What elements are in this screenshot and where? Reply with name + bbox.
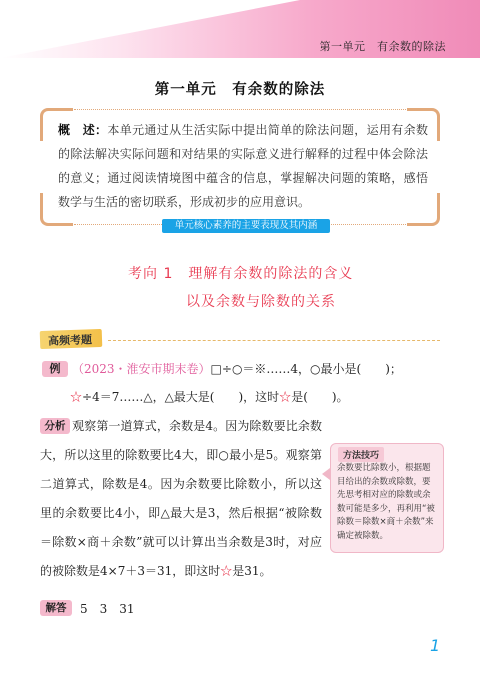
frequent-exam-badge xyxy=(40,329,103,349)
analysis-text-end: 是31。 xyxy=(232,564,272,578)
analysis-text-block xyxy=(40,412,322,586)
core-literacy-tab[interactable]: 单元核心素养的主要表现及其内涵 xyxy=(162,219,330,233)
example-badge: 例 xyxy=(42,361,68,377)
overview-text: 本单元通过从生活实际中提出简单的除法问题，运用有余数的除法解决实际问题和对结果的实际意义进行解释的过程中体会除法的意义；通过阅读情境图中蕴含的信息，掌握解决问题的策略，感悟数学与生活的密切联系，形成初步的应用意识。 xyxy=(58,123,428,209)
star-symbol: ☆ xyxy=(70,390,83,404)
example-line-2-text: ÷4＝7……△，△最大是( )，这时 xyxy=(82,390,280,404)
overview-box xyxy=(40,108,440,226)
example-line-2 xyxy=(70,388,349,405)
header-wedge xyxy=(0,0,300,58)
unit-title: 第一单元 有余数的除法 xyxy=(154,82,326,98)
star-symbol: ☆ xyxy=(279,390,292,404)
frequent-exam-label: 高频考题 xyxy=(47,333,93,348)
analysis-text: 观察第一道算式，余数是4。因为除数要比余数大，所以这里的除数要比4大，即○最小是5。观察第二道算式，除数是4。因为余数要比除数小，所以这里的余数要比4小，即△最大是3，然后根据“被除数＝除数×商＋余数”就可以计算出当余数是3时，对应的被除数是4×7＋3＝31，即这时 xyxy=(40,419,322,578)
analysis-badge: 分析 xyxy=(40,418,70,434)
example-line-2-end: 是( )。 xyxy=(291,390,349,404)
overview-label: 概 述： xyxy=(58,123,108,137)
star-symbol: ☆ xyxy=(220,564,233,578)
overview-divider xyxy=(74,109,406,110)
topic-title-line1: 考向 1 理解有余数的除法的含义 xyxy=(128,266,354,282)
tip-pointer xyxy=(322,468,330,480)
topic-title-line2: 以及余数与除数的关系 xyxy=(186,294,336,310)
answer-badge: 解答 xyxy=(40,600,72,616)
section-divider xyxy=(108,340,440,341)
answer-values: 5 3 31 xyxy=(80,602,135,616)
method-tip-text: 余数要比除数小，根据题目给出的余数或除数，要先思考相对应的除数或余数可能是多少，再利用“被除数＝除数×商＋余数”来确定被除数。 xyxy=(337,463,435,541)
example-source: （2023・淮安市期末卷） xyxy=(72,362,211,376)
page-number: 1 xyxy=(430,636,441,655)
running-header: 第一单元 有余数的除法 xyxy=(319,40,446,53)
example-line-1-text: □÷○＝※……4，○最小是( )； xyxy=(210,362,402,376)
method-tip-title: 方法技巧 xyxy=(338,447,384,462)
overview-text-block xyxy=(58,118,428,214)
example-line-1 xyxy=(72,360,402,377)
